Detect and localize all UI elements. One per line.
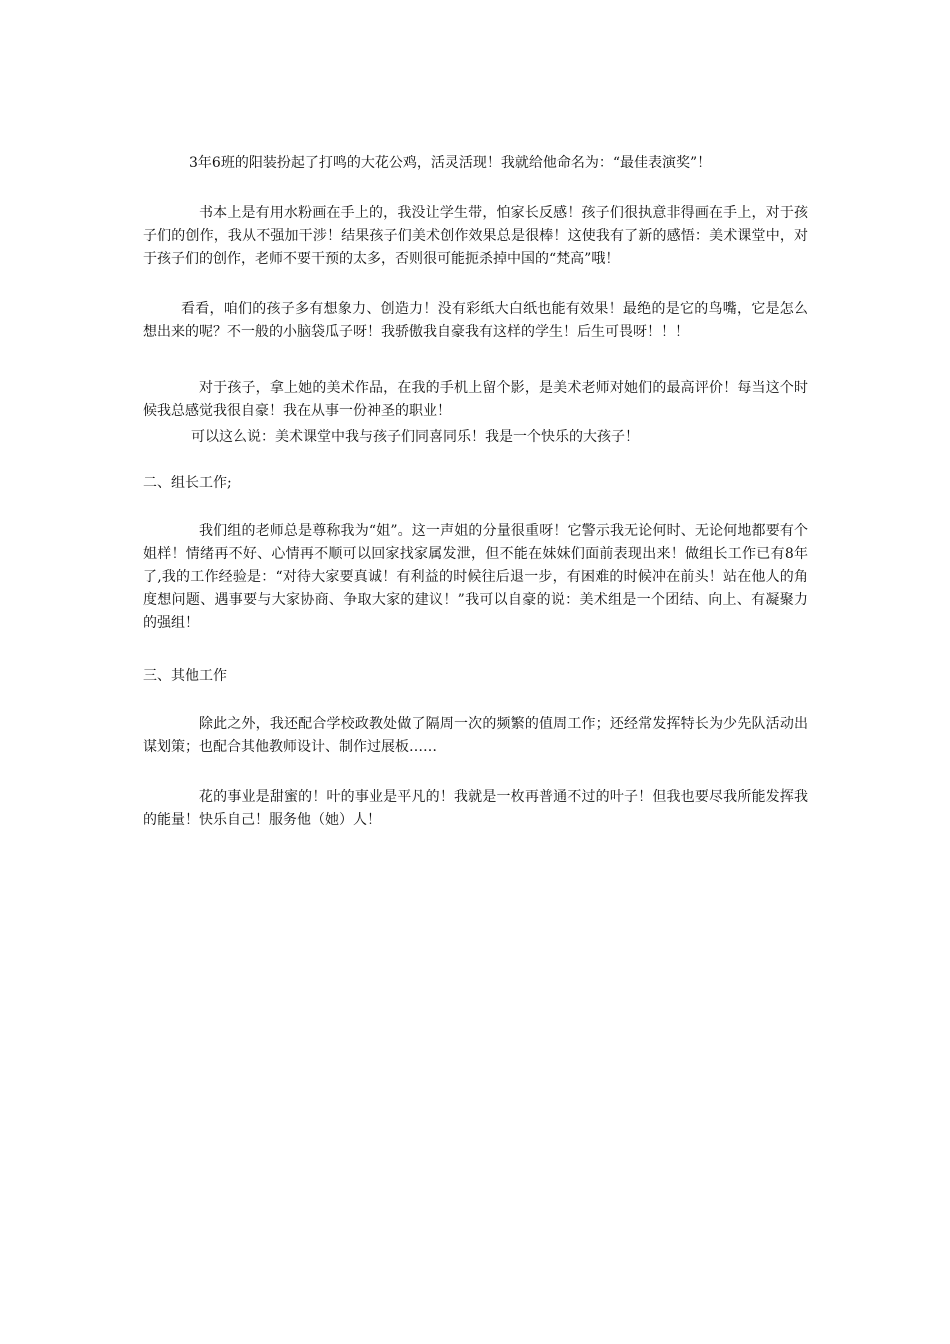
paragraph-closing: 花的事业是甜蜜的！叶的事业是平凡的！我就是一枚再普通不过的叶子！但我也要尽我所能发挥我的能量！快乐自己！服务他（她）人！ — [143, 789, 808, 828]
section-heading-other-work: 三、其他工作 — [143, 668, 227, 684]
paragraph-highest-evaluation: 对于孩子，拿上她的美术作品，在我的手机上留个影，是美术老师对她们的最高评价！每当这个时候我总感觉我很自豪！我在从事一份神圣的职业！ — [143, 380, 808, 419]
section-heading-group-leader: 二、组长工作; — [143, 475, 232, 491]
paragraph-happy-child: 可以这么说：美术课堂中我与孩子们同喜同乐！我是一个快乐的大孩子！ — [191, 429, 639, 445]
paragraph-creative-freedom: 书本上是有用水粉画在手上的，我没让学生带，怕家长反感！孩子们很执意非得画在手上，对于孩子们的创作，我从不强加干涉！结果孩子们美术创作效果总是很棒！这使我有了新的感悟：美术课堂中，对于孩子们的创作，老师不要干预的太多，否则很可能扼杀掉中国的“梵高”哦！ — [143, 205, 808, 267]
paragraph-best-performance: 3年6班的阳装扮起了打鸣的大花公鸡，活灵活现！我就给他命名为：“最佳表演奖”！ — [189, 155, 712, 171]
paragraph-other-work: 除此之外，我还配合学校政教处做了隔周一次的频繁的值周工作；还经常发挥特长为少先队活动出谋划策；也配合其他教师设计、制作过展板…… — [143, 716, 808, 755]
paragraph-group-leader-work: 我们组的老师总是尊称我为“姐”。这一声姐的分量很重呀！它警示我无论何时、无论何地都要有个姐样！情绪再不好、心情再不顺可以回家找家属发泄，但不能在妹妹们面前表现出来！做组长工作已有8年了,我的工作经验是：“对待大家要真诚！有利益的时候往后退一步，有困难的时候冲在前头！站在他人的角度想问题、遇事要与大家协商、争取大家的建议！”我可以自豪的说：美术组是一个团结、向上、有凝聚力的强组！ — [143, 523, 808, 631]
paragraph-imagination: 看看，咱们的孩子多有想象力、创造力！没有彩纸大白纸也能有效果！最绝的是它的鸟嘴，它是怎么想出来的呢？不一般的小脑袋瓜子呀！我骄傲我自豪我有这样的学生！后生可畏呀！！！ — [143, 301, 808, 340]
